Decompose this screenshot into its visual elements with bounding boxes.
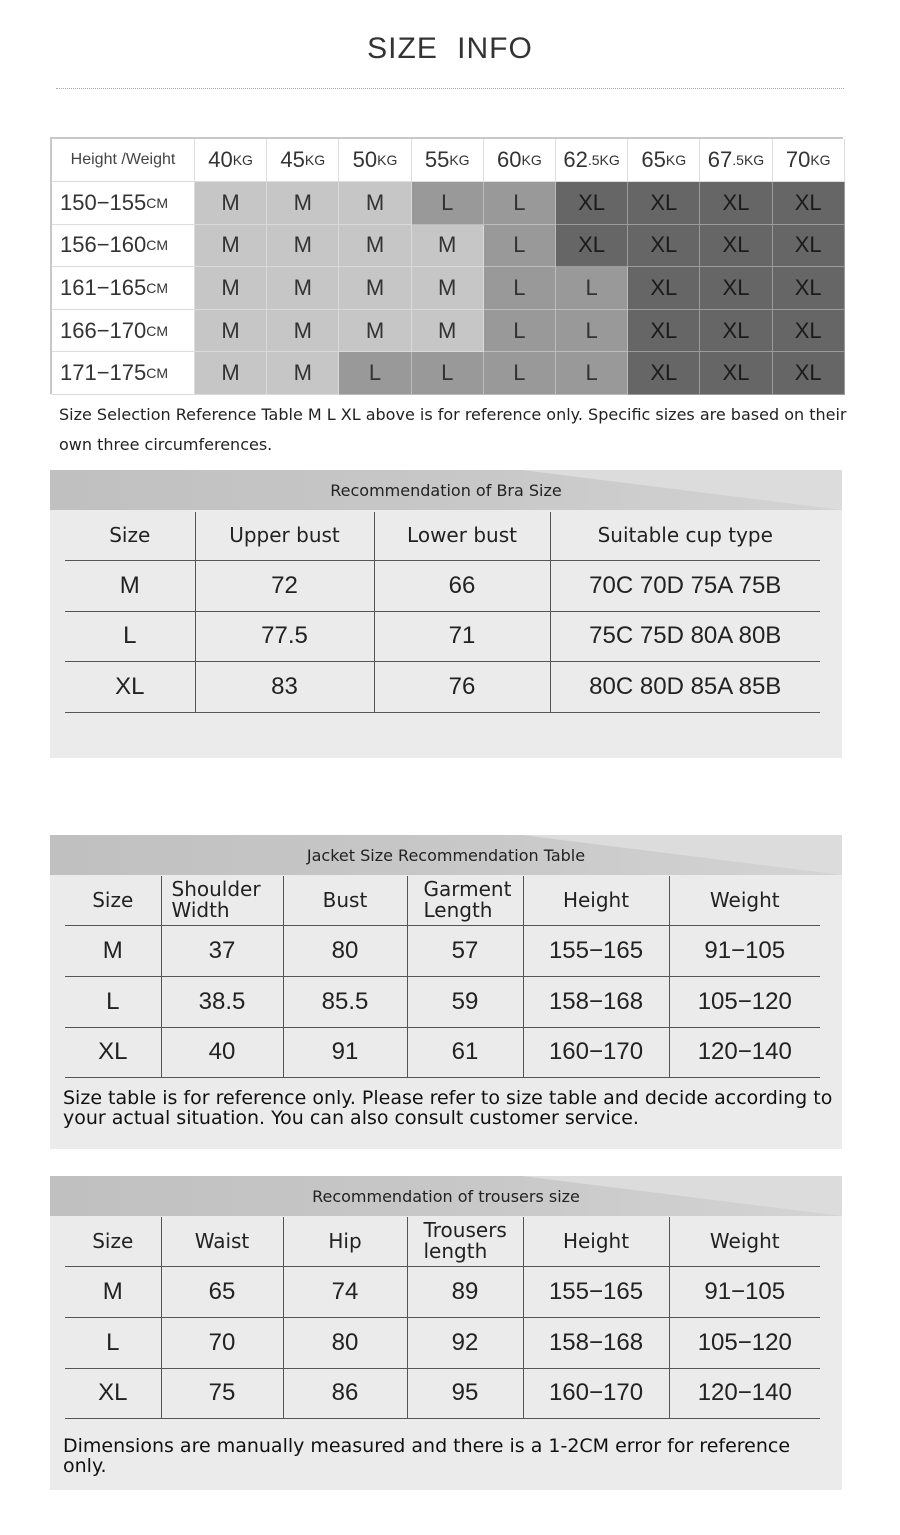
matrix-size-cell: M — [267, 182, 339, 225]
trousers-cell: 70 — [161, 1317, 283, 1368]
bra-cell: 83 — [195, 661, 374, 712]
bra-cell: M — [65, 560, 195, 611]
page-title: SIZE INFO — [367, 32, 533, 65]
table-row — [65, 925, 820, 976]
bra-cell: 72 — [195, 560, 374, 611]
matrix-weight-header — [484, 139, 556, 182]
matrix-size-cell: M — [339, 182, 411, 225]
matrix-height-label — [52, 182, 195, 225]
jacket-cell: 91 — [283, 1027, 407, 1077]
height-unit: CM — [146, 365, 169, 382]
matrix-size-cell: XL — [628, 267, 700, 310]
matrix-size-cell: XL — [628, 352, 700, 395]
matrix-height-label — [52, 352, 195, 395]
bra-table — [65, 512, 820, 713]
matrix-weight-header — [773, 139, 845, 182]
bra-cell: 71 — [374, 611, 550, 661]
jacket-cell: 59 — [407, 976, 523, 1027]
weight-unit: KG — [521, 152, 542, 168]
jacket-table — [65, 876, 820, 1078]
weight-unit: KG — [304, 152, 326, 168]
matrix-size-cell: L — [556, 310, 628, 353]
jacket-header-row — [65, 876, 820, 925]
jacket-cell: 38.5 — [161, 976, 283, 1027]
matrix-size-cell: XL — [628, 182, 700, 225]
matrix-size-cell: L — [484, 310, 556, 353]
bra-cell: L — [65, 611, 195, 661]
trousers-cell: L — [65, 1317, 161, 1368]
jacket-cell: XL — [65, 1027, 161, 1077]
matrix-row — [52, 182, 841, 225]
jacket-header-shoulder: Shoulder Width — [161, 876, 283, 925]
bra-header-upper-bust: Upper bust — [195, 512, 374, 560]
matrix-row — [52, 352, 841, 395]
jacket-cell: 158−168 — [523, 976, 669, 1027]
matrix-size-cell: M — [412, 267, 484, 310]
matrix-size-cell: XL — [700, 352, 772, 395]
matrix-size-cell: M — [339, 225, 411, 268]
trousers-cell: 120−140 — [669, 1368, 820, 1418]
matrix-size-cell: M — [195, 267, 267, 310]
matrix-size-cell: XL — [773, 225, 845, 268]
trousers-cell: 80 — [283, 1317, 407, 1368]
matrix-weight-header — [628, 139, 700, 182]
jacket-cell: M — [65, 925, 161, 976]
matrix-size-cell: M — [412, 225, 484, 268]
jacket-cell: 57 — [407, 925, 523, 976]
matrix-weight-header — [339, 139, 411, 182]
jacket-title: Jacket Size Recommendation Table — [306, 846, 586, 865]
matrix-weight-header — [412, 139, 484, 182]
trousers-cell: 91−105 — [669, 1266, 820, 1317]
weight-unit: .5KG — [732, 152, 765, 168]
trousers-cell: 105−120 — [669, 1317, 820, 1368]
jacket-cell: 105−120 — [669, 976, 820, 1027]
table-row — [65, 560, 820, 611]
bra-cell: 75C 75D 80A 80B — [550, 611, 820, 661]
weight-value: 45 — [280, 147, 305, 172]
trousers-cell: 65 — [161, 1266, 283, 1317]
bra-header-size: Size — [65, 512, 195, 560]
bra-cell: 66 — [374, 560, 550, 611]
bra-header-cup-type: Suitable cup type — [550, 512, 820, 560]
weight-value: 65 — [641, 147, 666, 172]
matrix-size-cell: L — [484, 352, 556, 395]
trousers-header-hip: Hip — [283, 1217, 407, 1266]
title-divider — [56, 88, 844, 89]
matrix-height-label — [52, 310, 195, 353]
matrix-height-label — [52, 267, 195, 310]
matrix-size-cell: M — [267, 267, 339, 310]
bra-title: Recommendation of Bra Size — [330, 481, 562, 500]
size-matrix — [50, 137, 843, 394]
table-row — [65, 1368, 820, 1418]
trousers-cell: 75 — [161, 1368, 283, 1418]
jacket-cell: 40 — [161, 1027, 283, 1077]
matrix-height-label — [52, 225, 195, 268]
trousers-header-size: Size — [65, 1217, 161, 1266]
matrix-size-cell: XL — [700, 310, 772, 353]
matrix-size-cell: L — [412, 352, 484, 395]
table-row — [65, 1027, 820, 1077]
matrix-size-cell: M — [267, 310, 339, 353]
trousers-cell: 158−168 — [523, 1317, 669, 1368]
matrix-size-cell: XL — [773, 310, 845, 353]
weight-unit: KG — [665, 152, 687, 168]
weight-unit: KG — [449, 152, 470, 168]
matrix-row — [52, 267, 841, 310]
jacket-header-height: Height — [523, 876, 669, 925]
jacket-cell: 155−165 — [523, 925, 669, 976]
table-row — [65, 1266, 820, 1317]
matrix-size-cell: L — [339, 352, 411, 395]
matrix-size-cell: L — [484, 182, 556, 225]
weight-value: 40 — [208, 147, 233, 172]
bra-header-row — [65, 512, 820, 560]
matrix-size-cell: XL — [556, 182, 628, 225]
height-range: 161−165 — [60, 274, 147, 300]
jacket-header-size: Size — [65, 876, 161, 925]
jacket-header-length: Garment Length — [407, 876, 523, 925]
matrix-corner-label: Height /Weight — [52, 139, 195, 182]
weight-value: 70 — [785, 147, 811, 172]
jacket-cell: L — [65, 976, 161, 1027]
matrix-size-cell: M — [195, 352, 267, 395]
matrix-size-cell: XL — [700, 267, 772, 310]
trousers-table — [65, 1217, 820, 1419]
trousers-cell: 92 — [407, 1317, 523, 1368]
weight-unit: KG — [377, 152, 398, 168]
height-unit: CM — [146, 322, 169, 339]
jacket-header-bust: Bust — [283, 876, 407, 925]
trousers-header-height: Height — [523, 1217, 669, 1266]
trousers-cell: M — [65, 1266, 161, 1317]
trousers-cell: 95 — [407, 1368, 523, 1418]
height-range: 166−170 — [60, 317, 147, 343]
matrix-size-cell: L — [556, 352, 628, 395]
table-row — [65, 1317, 820, 1368]
jacket-cell: 120−140 — [669, 1027, 820, 1077]
matrix-size-cell: L — [556, 267, 628, 310]
table-row — [65, 661, 820, 712]
matrix-size-cell: M — [412, 310, 484, 353]
matrix-size-cell: XL — [773, 182, 845, 225]
trousers-header-waist: Waist — [161, 1217, 283, 1266]
matrix-size-cell: L — [484, 225, 556, 268]
trousers-header-length: Trousers length — [407, 1217, 523, 1266]
trousers-cell: 74 — [283, 1266, 407, 1317]
weight-unit: KG — [810, 152, 831, 168]
height-unit: CM — [146, 194, 169, 211]
jacket-cell: 37 — [161, 925, 283, 976]
matrix-size-cell: M — [195, 310, 267, 353]
trousers-cell: XL — [65, 1368, 161, 1418]
jacket-cell: 85.5 — [283, 976, 407, 1027]
jacket-note: Size table is for reference only. Please refer to size table and decide according to your actual situation. You can also consult customer service. — [63, 1087, 833, 1129]
matrix-size-cell: XL — [628, 310, 700, 353]
matrix-size-cell: L — [412, 182, 484, 225]
height-unit: CM — [146, 279, 169, 296]
trousers-header-row — [65, 1217, 820, 1266]
weight-value: 62 — [563, 147, 588, 172]
matrix-size-cell: XL — [556, 225, 628, 268]
matrix-weight-header — [267, 139, 339, 182]
matrix-size-cell: XL — [700, 182, 772, 225]
matrix-size-cell: L — [484, 267, 556, 310]
jacket-cell: 91−105 — [669, 925, 820, 976]
height-range: 171−175 — [60, 360, 147, 386]
matrix-size-cell: XL — [628, 225, 700, 268]
table-row — [65, 976, 820, 1027]
trousers-cell: 155−165 — [523, 1266, 669, 1317]
bra-cell: 70C 70D 75A 75B — [550, 560, 820, 611]
jacket-cell: 160−170 — [523, 1027, 669, 1077]
matrix-size-cell: M — [339, 310, 411, 353]
jacket-panel — [50, 835, 842, 1149]
height-unit: CM — [146, 237, 169, 254]
weight-value: 67 — [707, 147, 733, 172]
trousers-cell: 86 — [283, 1368, 407, 1418]
matrix-weight-header — [556, 139, 628, 182]
matrix-row — [52, 225, 841, 268]
bra-panel — [50, 470, 842, 758]
matrix-note: Size Selection Reference Table M L XL above is for reference only. Specific sizes are based on their own three circumferences. — [59, 405, 847, 454]
trousers-cell: 160−170 — [523, 1368, 669, 1418]
trousers-note: Dimensions are manually measured and there is a 1-2CM error for reference only. — [63, 1435, 791, 1477]
bra-cell: 80C 80D 85A 85B — [550, 661, 820, 712]
matrix-weight-header — [195, 139, 267, 182]
weight-value: 50 — [352, 147, 378, 172]
jacket-header-weight: Weight — [669, 876, 820, 925]
matrix-size-cell: M — [195, 182, 267, 225]
matrix-size-cell: XL — [700, 225, 772, 268]
matrix-size-cell: M — [195, 225, 267, 268]
matrix-size-cell: M — [267, 352, 339, 395]
height-range: 156−160 — [60, 232, 147, 258]
bra-cell: 76 — [374, 661, 550, 712]
table-row — [65, 611, 820, 661]
weight-unit: KG — [232, 152, 253, 168]
trousers-cell: 89 — [407, 1266, 523, 1317]
bra-cell: 77.5 — [195, 611, 374, 661]
bra-cell: XL — [65, 661, 195, 712]
matrix-row — [52, 310, 841, 353]
matrix-weight-header — [700, 139, 772, 182]
weight-value: 60 — [497, 147, 522, 172]
bra-header-lower-bust: Lower bust — [374, 512, 550, 560]
jacket-cell: 61 — [407, 1027, 523, 1077]
jacket-cell: 80 — [283, 925, 407, 976]
matrix-size-cell: M — [339, 267, 411, 310]
trousers-title: Recommendation of trousers size — [312, 1187, 580, 1206]
trousers-panel — [50, 1176, 842, 1490]
trousers-header-weight: Weight — [669, 1217, 820, 1266]
matrix-size-cell: XL — [773, 267, 845, 310]
matrix-header-row — [52, 139, 841, 182]
height-range: 150−155 — [60, 189, 147, 215]
weight-value: 55 — [424, 147, 450, 172]
weight-unit: .5KG — [587, 152, 620, 168]
matrix-size-cell: XL — [773, 352, 845, 395]
matrix-size-cell: M — [267, 225, 339, 268]
